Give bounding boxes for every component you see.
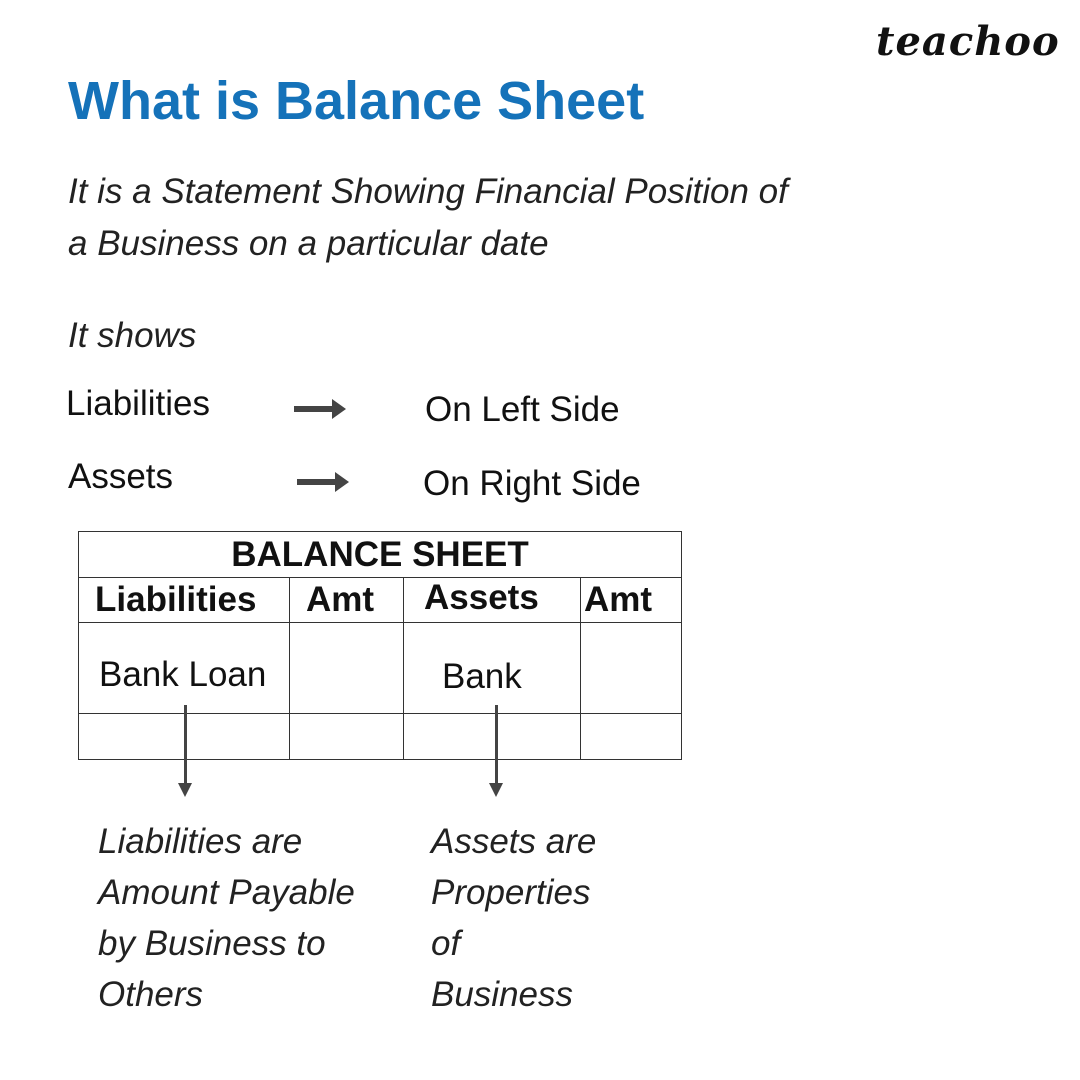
assets-note: Assets are Properties of Business xyxy=(431,822,597,1014)
header-amt-right: Amt xyxy=(581,578,682,623)
header-amt-left: Amt xyxy=(290,578,404,623)
definition-line-2: a Business on a particular date xyxy=(68,224,549,263)
table-cell xyxy=(290,623,404,714)
teachoo-logo: teachoo xyxy=(876,18,1060,65)
table-row xyxy=(79,623,682,714)
right-arrow-icon xyxy=(294,406,334,412)
mapping-item-liabilities: Liabilities xyxy=(66,384,210,423)
down-arrow-icon xyxy=(184,705,187,785)
header-liabilities: Liabilities xyxy=(79,578,290,623)
mapping-side-right: On Right Side xyxy=(423,464,641,503)
right-arrow-icon xyxy=(297,479,337,485)
table-cell xyxy=(404,714,581,760)
balance-sheet-table xyxy=(78,531,682,760)
mapping-side-left: On Left Side xyxy=(425,390,620,429)
down-arrow-icon xyxy=(495,705,498,785)
table-row xyxy=(79,714,682,760)
table-title: BALANCE SHEET xyxy=(79,532,682,578)
table-cell xyxy=(581,714,682,760)
shows-label: It shows xyxy=(68,316,197,355)
table-cell: Bank xyxy=(404,623,581,714)
definition-line-1: It is a Statement Showing Financial Position of xyxy=(68,172,788,211)
liabilities-note: Liabilities are Amount Payable by Business to Others xyxy=(98,822,355,1014)
page-title: What is Balance Sheet xyxy=(68,71,645,131)
table-cell xyxy=(581,623,682,714)
mapping-item-assets: Assets xyxy=(68,457,174,496)
table-cell: Bank Loan xyxy=(79,623,290,714)
header-assets: Assets xyxy=(404,578,581,623)
table-cell xyxy=(290,714,404,760)
